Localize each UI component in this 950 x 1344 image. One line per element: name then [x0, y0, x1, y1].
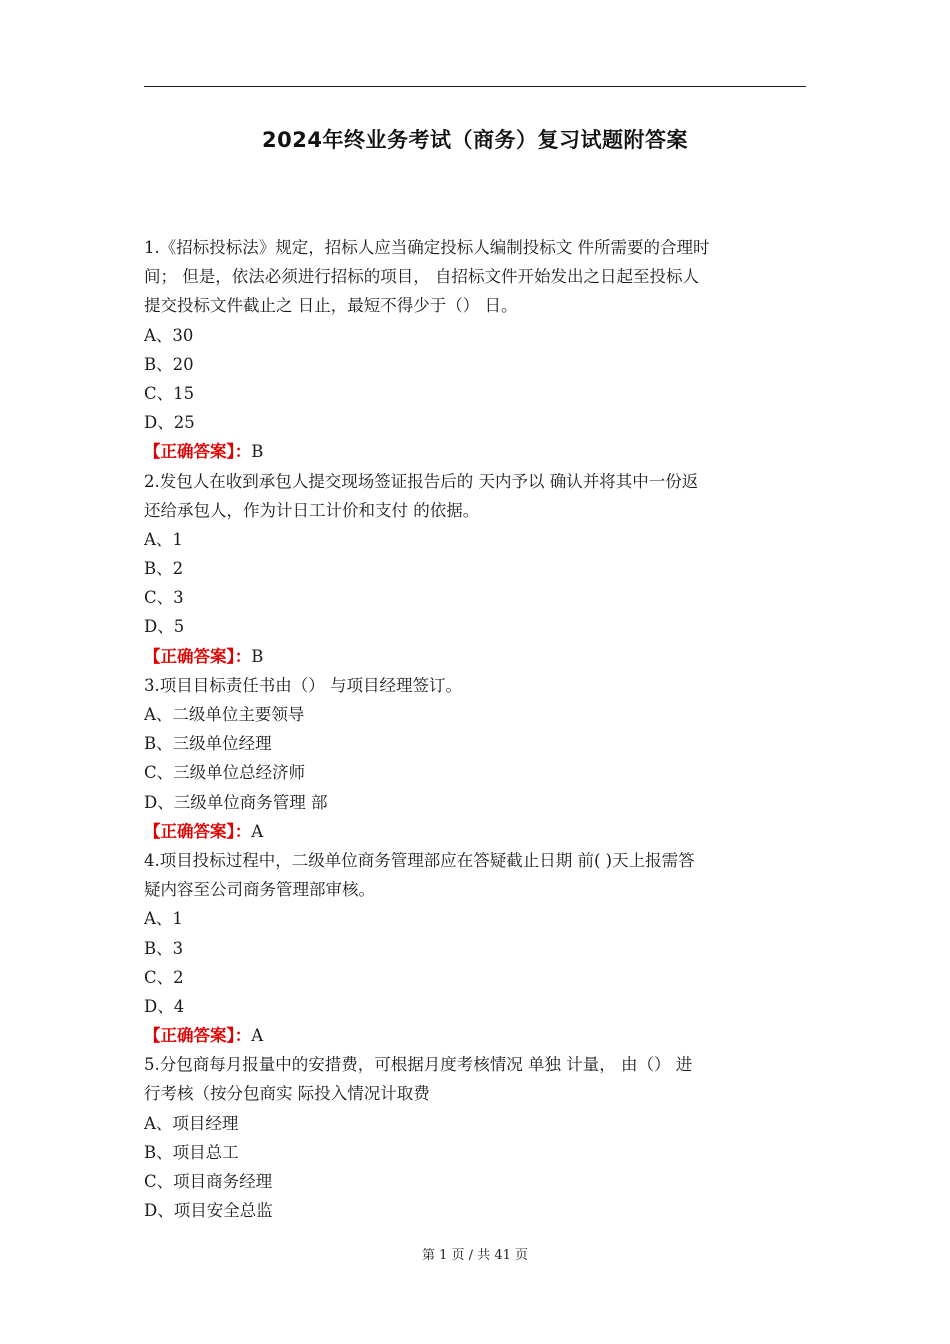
answer-option: A、1 — [144, 909, 183, 929]
question-block — [144, 233, 806, 467]
answer-option: A、30 — [144, 325, 194, 345]
question-block — [144, 846, 806, 1050]
correct-answer-value: A — [251, 1026, 264, 1046]
answer-option: A、二级单位主要领导 — [144, 705, 305, 724]
answer-option: A、项目经理 — [144, 1113, 239, 1133]
correct-answer — [144, 642, 806, 671]
answer-option: B、3 — [144, 938, 184, 958]
question-text-line: 疑内容至公司商务管理部审核。 — [144, 880, 375, 900]
correct-answer-value: B — [251, 442, 264, 462]
answer-option: B、20 — [144, 354, 194, 374]
question-block — [144, 467, 806, 671]
correct-answer-value: B — [251, 646, 264, 666]
answer-option: C、项目商务经理 — [144, 1172, 273, 1191]
answer-option: B、项目总工 — [144, 1142, 239, 1162]
correct-answer — [144, 437, 806, 466]
question-text-line: 2.发包人在收到承包人提交现场签证报告后的 天内予以 确认并将其中一份返 — [144, 471, 699, 491]
correct-answer-value: A — [251, 821, 264, 841]
answer-option: D、三级单位商务管理 部 — [144, 792, 328, 812]
question-text-line: 3.项目目标责任书由（） 与项目经理签订。 — [144, 675, 462, 695]
answer-option: C、2 — [144, 967, 184, 987]
correct-answer-label: 【正确答案】： — [144, 442, 252, 462]
question-block — [144, 671, 806, 846]
question-text-line: 4.项目投标过程中，二级单位商务管理部应在答疑截止日期 前( )天上报需答 — [144, 850, 695, 870]
question-text-line: 还给承包人，作为计日工计价和支付 的依据。 — [144, 500, 480, 520]
answer-option: C、三级单位总经济师 — [144, 763, 306, 783]
correct-answer — [144, 817, 806, 846]
correct-answer-label: 【正确答案】： — [144, 646, 252, 666]
question-list — [144, 233, 806, 1225]
header-rule — [144, 86, 806, 87]
page-footer: 第 1 页 / 共 41 页 — [422, 1248, 528, 1263]
question-text-line: 间； 但是，依法必须进行招标的项目， 自招标文件开始发出之日起至投标人 — [144, 267, 699, 287]
answer-option: B、2 — [144, 559, 184, 579]
question-text-line: 1.《招标投标法》规定，招标人应当确定投标人编制投标文 件所需要的合理时 — [144, 238, 710, 257]
question-text-line: 提交投标文件截止之 日止，最短不得少于（） 日。 — [144, 296, 518, 316]
answer-option: D、项目安全总监 — [144, 1201, 273, 1221]
question-text-line: 行考核（按分包商实 际投入情况计取费 — [144, 1084, 430, 1104]
answer-option: C、15 — [144, 383, 195, 403]
correct-answer-label: 【正确答案】： — [144, 1026, 252, 1046]
answer-option: A、1 — [144, 529, 183, 549]
question-block — [144, 1050, 806, 1225]
question-text-line: 5.分包商每月报量中的安措费，可根据月度考核情况 单独 计量， 由（） 进 — [144, 1055, 693, 1075]
answer-option: D、25 — [144, 413, 195, 433]
answer-option: D、4 — [144, 996, 185, 1016]
answer-option: B、三级单位经理 — [144, 734, 272, 754]
answer-option: D、5 — [144, 617, 185, 637]
answer-option: C、3 — [144, 588, 184, 608]
correct-answer-label: 【正确答案】： — [144, 821, 252, 841]
correct-answer — [144, 1021, 806, 1050]
document-title: 2024年终业务考试（商务）复习试题附答案 — [262, 128, 688, 152]
